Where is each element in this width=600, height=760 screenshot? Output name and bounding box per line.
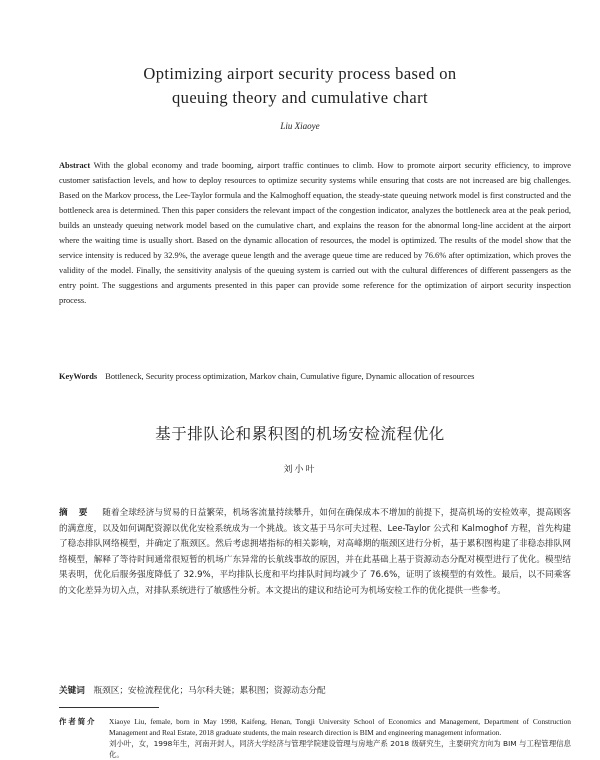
author-note-english: Xiaoye Liu, female, born in May 1998, Kaifeng, Henan, Tongji University School of Economics and Management, Department of Construction Management and Real Estate, 2018 graduate students, the main research direction is BIM and engineering management information. [109,717,571,737]
english-author: Liu Xiaoye [280,121,320,131]
chinese-author: 刘小叶 [283,465,317,475]
author-note-body [109,716,571,760]
english-keywords [59,370,571,384]
chinese-keywords-text: 瓶颈区；安检流程优化；马尔科夫链；累积图；资源动态分配 [93,686,326,696]
english-keywords-text: Bottleneck, Security process optimization, Markov chain, Cumulative figure, Dynamic allocation of resources [105,372,475,381]
chinese-abstract [59,506,571,599]
author-note [59,716,571,760]
english-title [0,62,600,110]
footnote-divider [59,707,159,708]
chinese-title: 基于排队论和累积图的机场安检流程优化 [155,425,445,443]
chinese-keywords-label: 关键词 [59,686,85,696]
chinese-keywords [59,685,571,698]
chinese-abstract-text: 随着全球经济与贸易的日益繁荣，机场客流量持续攀升，如何在确保成本不增加的前提下，提高机场的安检效率，提高顾客的满意度，以及如何调配资源以优化安检系统成为一个挑战。该文基于马尔可夫过程、Lee-Taylor 公式和 Kalmoghof 方程，首先构建了稳态排队网络模型，并确定了瓶颈区。然后考虑拥堵指标的相关影响，对高峰期的瓶颈区进行分析，基于累积图构建了非稳态排队网络模型，解释了等待时间通常很短暂的机场广东异常的长航线事故的原因，并在此基础上基于资源动态分配对模型进行了优化。模型结果表明，优化后服务强度降低了 32.9%，平均排队长度和平均排队时间均减少了 76.6%，证明了该模型的有效性。最后，以不同乘客的文化差异为切入点，对排队系统进行了敏感性分析。本文提出的建议和结论可为机场安检工作的优化提供一些参考。 [59,508,571,596]
english-abstract-text: With the global economy and trade booming, airport traffic continues to climb. How to promote airport security efficiency, to improve customer satisfaction levels, and how to deploy resources to optimize security systems while ensuring that costs are not increased are big challenges. Based on the Markov process, the Lee-Taylor formula and the Kalmoghoff equation, the steady-state queuing network model is first constructed and the bottleneck area is determined. Then this paper considers the relevant impact of the congestion indicator, analyzes the bottleneck area at the peak period, builds an unsteady queuing network model based on the cumulative chart, and explains the reason for the abnormal long-line accident at the airport where the waiting time is usually short. Based on the dynamic allocation of resources, the model is optimized. The results of the model show that the service intensity is reduced by 32.9%, the average queue length and the average queue time are reduced by 76.6% after optimization, which proves the validity of the model. Finally, the sensitivity analysis of the queuing system is carried out with the cultural differences of different passengers as the entry point. The suggestions and arguments presented in this paper can provide some reference for the optimization of airport security inspection process. [59,161,571,305]
chinese-abstract-label: 摘 要 [59,508,92,518]
english-abstract [59,158,571,308]
english-title-line-2: queuing theory and cumulative chart [172,88,428,107]
author-note-label: 作者简介 [59,717,97,726]
english-title-line-1: Optimizing airport security process based on [143,64,457,83]
english-abstract-label: Abstract [59,161,91,170]
author-note-chinese: 刘小叶，女，1998年生，河南开封人，同济大学经济与管理学院建设管理与房地产系 2018 级研究生，主要研究方向为 BIM 与工程管理信息化。 [109,739,571,759]
english-keywords-label: KeyWords [59,372,98,381]
